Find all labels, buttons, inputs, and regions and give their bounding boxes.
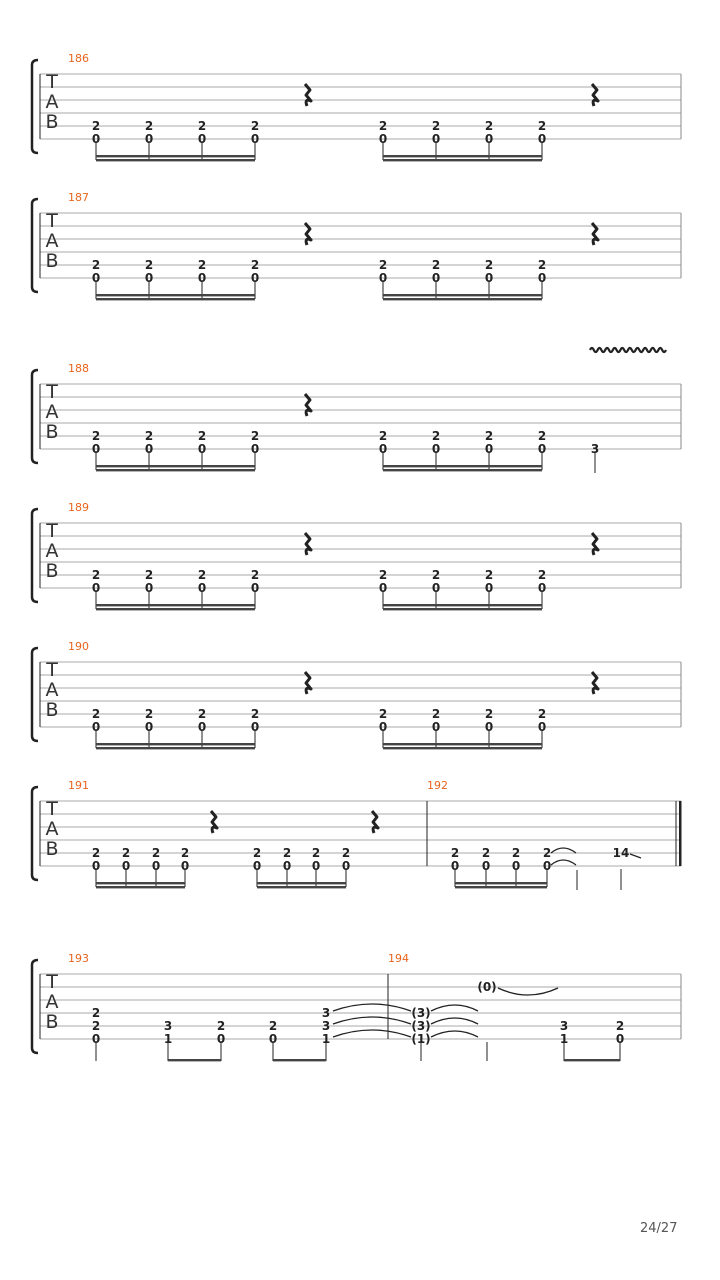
fret-number: 2	[537, 707, 547, 721]
beam	[96, 604, 255, 606]
fret-number: 2	[121, 846, 131, 860]
beam	[455, 882, 547, 884]
fret-number: 0	[91, 271, 101, 285]
fret-number: 2	[197, 707, 207, 721]
beam	[383, 155, 542, 157]
fret-number: 2	[144, 119, 154, 133]
fret-number: 0	[615, 1032, 625, 1046]
fret-number: 2	[282, 846, 292, 860]
tab-clef-letter: A	[45, 401, 59, 423]
fret-number: 2	[91, 119, 101, 133]
fret-number: 0	[542, 859, 552, 873]
fret-number: 0	[341, 859, 351, 873]
fret-number: 0	[537, 720, 547, 734]
fret-number: 0	[250, 271, 260, 285]
fret-number: 0	[250, 132, 260, 146]
tab-clef-letter: T	[46, 659, 58, 681]
fret-number: 0	[431, 581, 441, 595]
fret-number: 2	[378, 568, 388, 582]
fret-number: 0	[484, 442, 494, 456]
tie-arc	[333, 1004, 411, 1011]
fret-number: 2	[537, 119, 547, 133]
tab-clef-letter: T	[46, 971, 58, 993]
page-number: 24/27	[640, 1221, 678, 1236]
fret-number: 2	[484, 707, 494, 721]
fret-number: 14	[612, 846, 630, 860]
fret-number: 0	[537, 271, 547, 285]
fret-number: 2	[216, 1019, 226, 1033]
fret-number: 0	[511, 859, 521, 873]
tab-clef-letter: T	[46, 520, 58, 542]
system-bracket	[32, 370, 38, 463]
fret-number: 2	[511, 846, 521, 860]
measure-number: 188	[68, 362, 89, 375]
fret-number: 0	[144, 720, 154, 734]
fret-number: 0	[537, 581, 547, 595]
fret-number: 2	[252, 846, 262, 860]
fret-number: 2	[91, 429, 101, 443]
fret-number: 0	[144, 132, 154, 146]
tie-arc	[551, 848, 576, 853]
fret-number: 0	[197, 132, 207, 146]
fret-number: 2	[484, 568, 494, 582]
measure-number: 190	[68, 640, 89, 653]
ghost-fret-number: (0)	[477, 980, 497, 994]
fret-number: 0	[91, 720, 101, 734]
fret-number: 0	[282, 859, 292, 873]
fret-number: 2	[311, 846, 321, 860]
beam	[96, 469, 255, 471]
beam	[96, 465, 255, 467]
fret-number: 2	[378, 258, 388, 272]
fret-number: 3	[163, 1019, 173, 1033]
fret-number: 0	[311, 859, 321, 873]
fret-number: 2	[431, 707, 441, 721]
tie-arc	[431, 1031, 478, 1037]
tied-fret-number: (1)	[411, 1032, 431, 1046]
fret-number: 2	[144, 568, 154, 582]
fret-number: 0	[252, 859, 262, 873]
fret-number: 0	[450, 859, 460, 873]
fret-number: 0	[91, 1032, 101, 1046]
vibrato-mark	[590, 348, 666, 352]
fret-number: 0	[431, 720, 441, 734]
fret-number: 2	[197, 568, 207, 582]
system-bracket	[32, 787, 38, 880]
fret-number: 0	[197, 442, 207, 456]
fret-number: 0	[144, 271, 154, 285]
fret-number: 1	[163, 1032, 173, 1046]
fret-number: 2	[484, 119, 494, 133]
fret-number: 0	[250, 442, 260, 456]
fret-number: 2	[197, 429, 207, 443]
fret-number: 2	[250, 707, 260, 721]
tab-clef-letter: B	[45, 421, 59, 443]
measure-number: 194	[388, 952, 409, 965]
fret-number: 0	[537, 442, 547, 456]
fret-number: 2	[91, 1006, 101, 1020]
tab-clef-letter: A	[45, 540, 59, 562]
beam	[96, 886, 185, 888]
fret-number: 0	[484, 720, 494, 734]
fret-number: 2	[250, 258, 260, 272]
fret-number: 0	[378, 720, 388, 734]
fret-number: 2	[542, 846, 552, 860]
fret-number: 0	[91, 581, 101, 595]
fret-number: 1	[559, 1032, 569, 1046]
fret-number: 0	[197, 581, 207, 595]
fret-number: 2	[537, 258, 547, 272]
fret-number: 2	[91, 1019, 101, 1033]
fret-number: 2	[484, 258, 494, 272]
fret-number: 0	[151, 859, 161, 873]
fret-number: 0	[378, 271, 388, 285]
tab-clef-letter: A	[45, 818, 59, 840]
fret-number: 2	[378, 429, 388, 443]
fret-number: 2	[450, 846, 460, 860]
fret-number: 2	[250, 119, 260, 133]
fret-number: 3	[321, 1019, 331, 1033]
fret-number: 0	[250, 720, 260, 734]
fret-number: 2	[197, 258, 207, 272]
fret-number: 2	[144, 258, 154, 272]
system-bracket	[32, 509, 38, 602]
final-barline-thick	[679, 801, 682, 866]
tab-clef-letter: T	[46, 381, 58, 403]
beam	[383, 159, 542, 161]
beam	[96, 608, 255, 610]
tie-arc	[431, 1005, 478, 1011]
beam	[383, 747, 542, 749]
fret-number: 2	[180, 846, 190, 860]
fret-number: 2	[431, 568, 441, 582]
beam	[96, 747, 255, 749]
fret-number: 0	[484, 581, 494, 595]
tab-clef-letter: B	[45, 1011, 59, 1033]
measure-number: 187	[68, 191, 89, 204]
beam	[383, 608, 542, 610]
fret-number: 2	[378, 119, 388, 133]
fret-number: 2	[91, 707, 101, 721]
beam	[383, 743, 542, 745]
tab-clef-letter: B	[45, 560, 59, 582]
beam	[96, 882, 185, 884]
fret-number: 2	[91, 568, 101, 582]
fret-number: 0	[250, 581, 260, 595]
system-bracket	[32, 199, 38, 292]
fret-number: 2	[615, 1019, 625, 1033]
beam	[383, 465, 542, 467]
tab-clef-letter: T	[46, 798, 58, 820]
beam	[455, 886, 547, 888]
tab-clef-letter: A	[45, 991, 59, 1013]
tab-clef-letter: B	[45, 838, 59, 860]
tied-fret-number: (3)	[411, 1019, 431, 1033]
beam	[257, 882, 346, 884]
fret-number: 3	[321, 1006, 331, 1020]
fret-number: 2	[91, 846, 101, 860]
beam	[96, 155, 255, 157]
fret-number: 2	[151, 846, 161, 860]
fret-number: 0	[121, 859, 131, 873]
fret-number: 2	[431, 119, 441, 133]
fret-number: 2	[91, 258, 101, 272]
fret-number: 0	[268, 1032, 278, 1046]
fret-number: 0	[180, 859, 190, 873]
tab-clef-letter: B	[45, 699, 59, 721]
fret-number: 0	[431, 132, 441, 146]
fret-number: 0	[431, 442, 441, 456]
fret-number: 0	[431, 271, 441, 285]
fret-number: 0	[91, 132, 101, 146]
measure-number: 189	[68, 501, 89, 514]
beam	[564, 1059, 620, 1061]
system-bracket	[32, 648, 38, 741]
beam	[257, 886, 346, 888]
fret-number: 0	[378, 442, 388, 456]
system-bracket	[32, 60, 38, 153]
beam	[96, 743, 255, 745]
beam	[96, 294, 255, 296]
measure-number: 186	[68, 52, 89, 65]
fret-number: 0	[91, 859, 101, 873]
tab-clef-letter: A	[45, 230, 59, 252]
fret-number: 2	[250, 568, 260, 582]
measure-number: 191	[68, 779, 89, 792]
fret-number: 0	[197, 720, 207, 734]
fret-number: 2	[537, 568, 547, 582]
fret-number: 1	[321, 1032, 331, 1046]
fret-number: 0	[484, 132, 494, 146]
fret-number: 0	[484, 271, 494, 285]
beam	[383, 294, 542, 296]
fret-number: 2	[250, 429, 260, 443]
system-bracket	[32, 960, 38, 1053]
fret-number: 2	[268, 1019, 278, 1033]
fret-number: 0	[144, 442, 154, 456]
tie-arc	[333, 1030, 411, 1037]
measure-number: 192	[427, 779, 448, 792]
tie-arc	[551, 860, 576, 865]
measure-number: 193	[68, 952, 89, 965]
beam	[383, 469, 542, 471]
beam	[96, 159, 255, 161]
beam	[168, 1059, 221, 1061]
fret-number: 2	[341, 846, 351, 860]
tab-clef-letter: B	[45, 111, 59, 133]
fret-number: 2	[144, 429, 154, 443]
fret-number: 2	[378, 707, 388, 721]
fret-number: 0	[91, 442, 101, 456]
fret-number: 0	[378, 581, 388, 595]
fret-number: 3	[559, 1019, 569, 1033]
tie-arc	[431, 1018, 478, 1024]
tied-fret-number: (3)	[411, 1006, 431, 1020]
fret-number: 0	[481, 859, 491, 873]
fret-number: 2	[481, 846, 491, 860]
fret-number: 3	[590, 442, 600, 456]
tab-clef-letter: A	[45, 91, 59, 113]
fret-number: 2	[431, 258, 441, 272]
slide-out	[630, 854, 641, 858]
beam	[383, 604, 542, 606]
fret-number: 0	[378, 132, 388, 146]
fret-number: 0	[144, 581, 154, 595]
fret-number: 2	[144, 707, 154, 721]
fret-number: 0	[537, 132, 547, 146]
beam	[273, 1059, 326, 1061]
tab-clef-letter: A	[45, 679, 59, 701]
tab-clef-letter: T	[46, 71, 58, 93]
tab-clef-letter: B	[45, 250, 59, 272]
fret-number: 0	[197, 271, 207, 285]
fret-number: 2	[197, 119, 207, 133]
fret-number: 0	[216, 1032, 226, 1046]
fret-number: 2	[431, 429, 441, 443]
tab-clef-letter: T	[46, 210, 58, 232]
beam	[96, 298, 255, 300]
fret-number: 2	[484, 429, 494, 443]
fret-number: 2	[537, 429, 547, 443]
tie-arc	[333, 1017, 411, 1024]
tie-arc	[498, 988, 558, 995]
beam	[383, 298, 542, 300]
